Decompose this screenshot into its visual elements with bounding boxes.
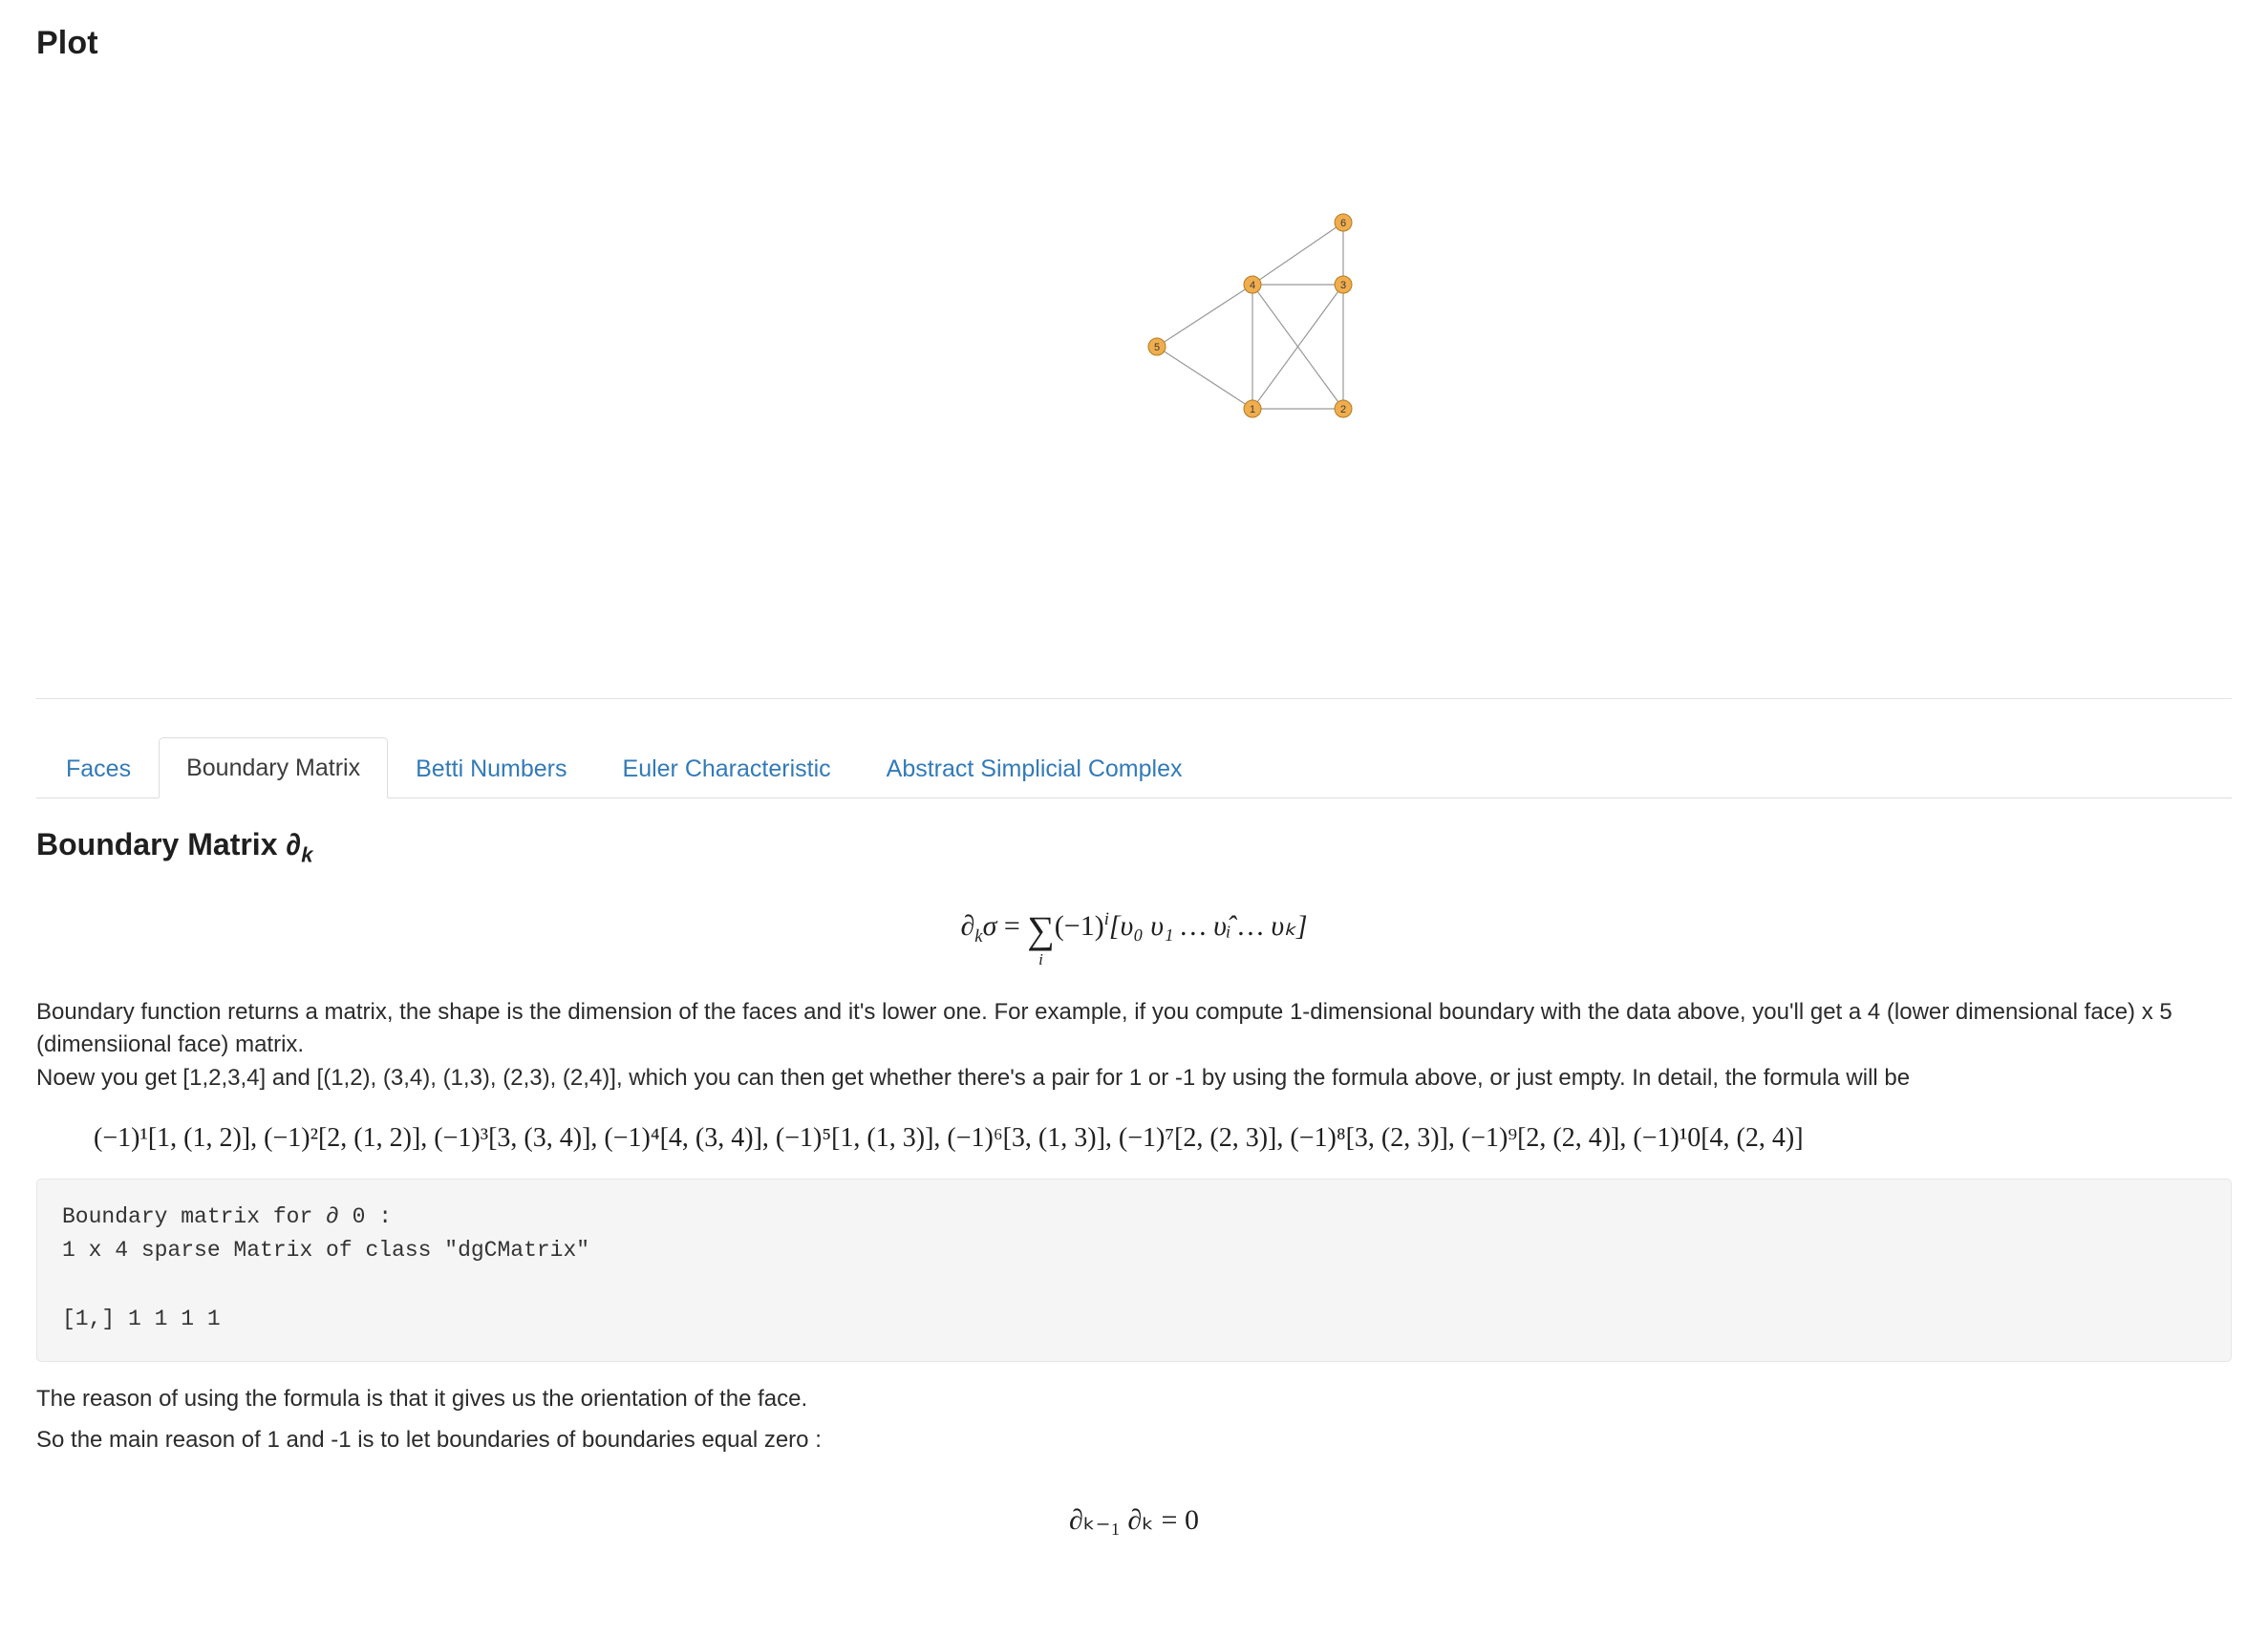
graph-node-label: 3	[1339, 280, 1347, 291]
formula-sigma: σ	[982, 910, 997, 943]
graph-node-label: 1	[1249, 404, 1256, 415]
graph-svg	[1020, 211, 1422, 498]
formula-term-sup: i	[1103, 909, 1109, 930]
graph-node-label: 6	[1339, 218, 1347, 229]
tab-euler-characteristic[interactable]: Euler Characteristic	[622, 755, 831, 782]
formula-bracket: [υ₀ υ₁ … υ̂ᵢ … υₖ]	[1108, 910, 1308, 943]
tab-bar	[36, 737, 2232, 798]
section-title-text: Boundary Matrix ∂	[36, 827, 302, 861]
detail-formula: (−1)¹[1, (1, 2)], (−1)²[2, (1, 2)], (−1)³[3, (3, 4)], (−1)⁴[4, (3, 4)], (−1)⁵[1, (1, 3)], (−1)⁶[3, (1, 3)], (−1)⁷[2, (2, 3)], (−1)⁸[3, (2, 3)], (−1)⁹[2, (2, 4)], (−1)¹0[4, (2, 4)]	[94, 1122, 1804, 1153]
graph-edge	[1157, 347, 1252, 409]
graph-node-label: 5	[1153, 342, 1161, 353]
formula-lhs: ∂	[960, 910, 975, 943]
tab-betti-numbers[interactable]: Betti Numbers	[416, 755, 567, 782]
code-output: Boundary matrix for ∂ 0 : 1 x 4 sparse Matrix of class "dgCMatrix" [1,] 1 1 1 1	[36, 1179, 2232, 1363]
paragraph-one: Boundary function returns a matrix, the shape is the dimension of the faces and it's lower one. For example, if you compute 1-dimensional boundary with the data above, you'll get a 4 (lower dimensional face) x 5 (dimensiional face) matrix.	[36, 999, 2172, 1058]
boundary-formula	[36, 907, 2232, 969]
graph-node-label: 2	[1339, 404, 1347, 415]
graph-edges	[1157, 223, 1343, 409]
graph-node-label: 4	[1249, 280, 1256, 291]
graph-edge	[1157, 285, 1252, 347]
formula-equals: =	[1003, 910, 1020, 943]
tab-boundary-matrix[interactable]: Boundary Matrix	[159, 737, 388, 798]
page-title: Plot	[36, 25, 98, 61]
tab-faces[interactable]: Faces	[66, 755, 132, 782]
section-title	[36, 827, 2232, 867]
formula-sum-symbol	[1027, 907, 1055, 969]
graph-nodes	[1148, 214, 1352, 417]
plot-area	[36, 68, 2232, 698]
section-title-subscript: k	[301, 842, 313, 867]
after-text-one: The reason of using the formula is that it gives us the orientation of the face.	[36, 1386, 808, 1413]
formula-lhs-sub: k	[974, 926, 983, 947]
sum-glyph: ∑	[1027, 908, 1055, 952]
tab-abstract-simplicial-complex[interactable]: Abstract Simplicial Complex	[886, 755, 1183, 782]
formula-term: (−1)	[1054, 910, 1104, 943]
divider	[36, 698, 2232, 699]
after-text-two: So the main reason of 1 and -1 is to let boundaries of boundaries equal zero :	[36, 1426, 822, 1453]
sum-index: i	[1038, 950, 1043, 969]
final-formula: ∂ₖ₋₁ ∂ₖ = 0	[1069, 1503, 1199, 1536]
paragraph-two: Noew you get [1,2,3,4] and [(1,2), (3,4), (1,3), (2,3), (2,4)], which you can then get whether there's a pair for 1 or -1 by using the formula above, or just empty. In detail, the formula will be	[36, 1064, 1911, 1091]
graph-edge	[1252, 223, 1343, 285]
simplicial-complex-graph	[1020, 211, 1422, 555]
